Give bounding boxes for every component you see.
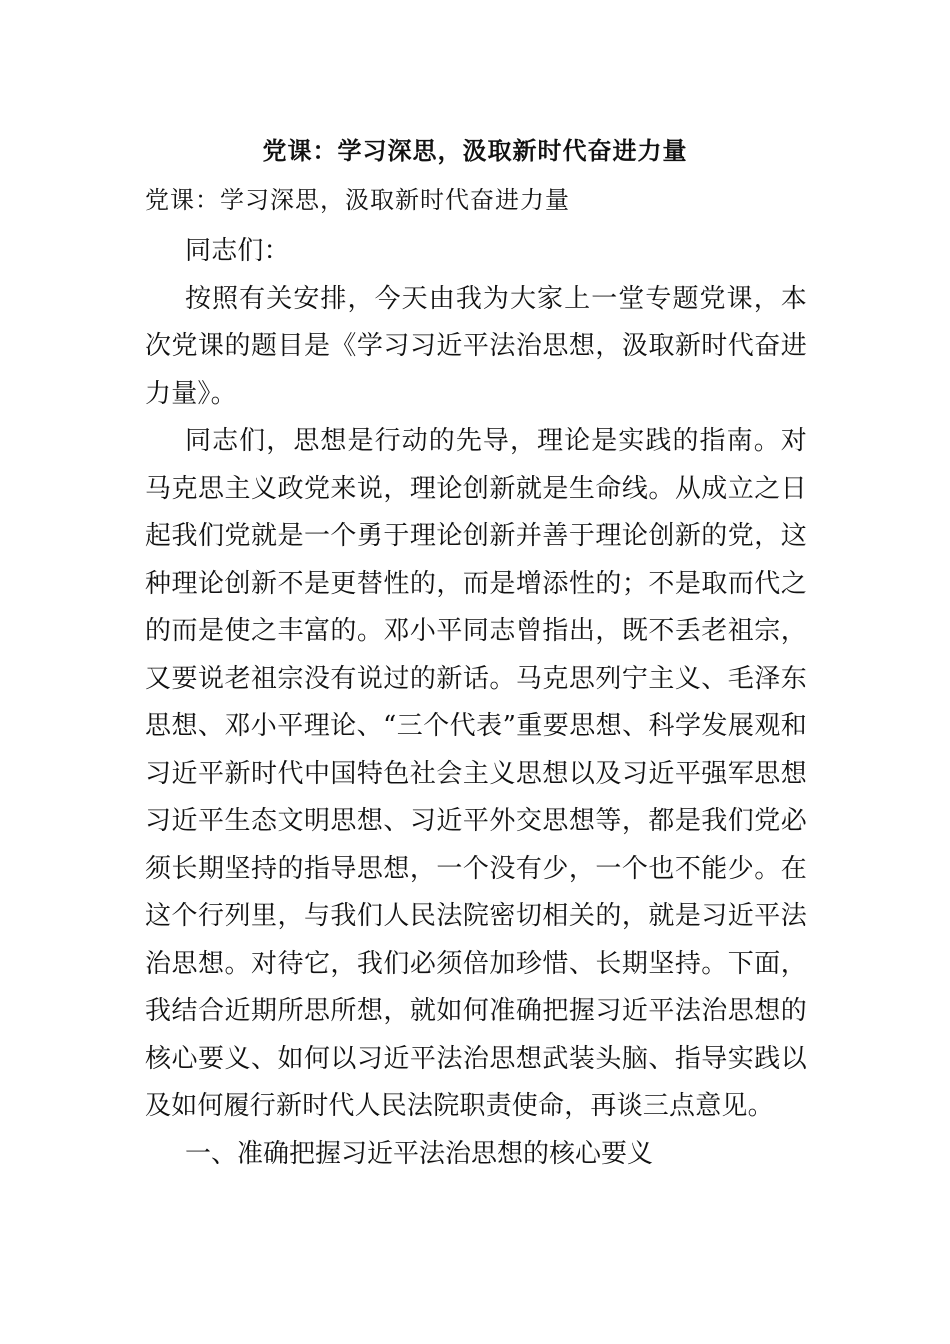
document-subtitle: 党课：学习深思，汲取新时代奋进力量 bbox=[145, 186, 570, 214]
paragraph-intro: 按照有关安排，今天由我为大家上一堂专题党课，本次党课的题目是《学习习近平法治思想，汲取新时代奋进力量》。 bbox=[145, 283, 807, 409]
paragraph-main: 同志们，思想是行动的先导，理论是实践的指南。对马克思主义政党来说，理论创新就是生命线。从成立之日起我们党就是一个勇于理论创新并善于理论创新的党，这种理论创新不是更替性的，而是增添性的；不是取而代之的而是使之丰富的。邓小平同志曾指出，既不丢老祖宗，又要说老祖宗没有说过的新话。马克思列宁主义、毛泽东思想、邓小平理论、“三个代表”重要思想、科学发展观和习近平新时代中国特色社会主义思想以及习近平强军思想习近平生态文明思想、习近平外交思想等，都是我们党必须长期坚持的指导思想，一个没有少，一个也不能少。在这个行列里，与我们人民法院密切相关的，就是习近平法治思想。对待它，我们必须倍加珍惜、长期坚持。下面，我结合近期所思所想，就如何准确把握习近平法治思想的核心要义、如何以习近平法治思想武装头脑、指导实践以及如何履行新时代人民法院职责使命，再谈三点意见。 bbox=[145, 426, 807, 1121]
salutation: 同志们： bbox=[185, 236, 290, 266]
document-body bbox=[145, 228, 807, 1178]
section-heading: 一、准确把握习近平法治思想的核心要义 bbox=[185, 1138, 654, 1169]
document-title: 党课：学习深思，汲取新时代奋进力量 bbox=[262, 136, 688, 165]
